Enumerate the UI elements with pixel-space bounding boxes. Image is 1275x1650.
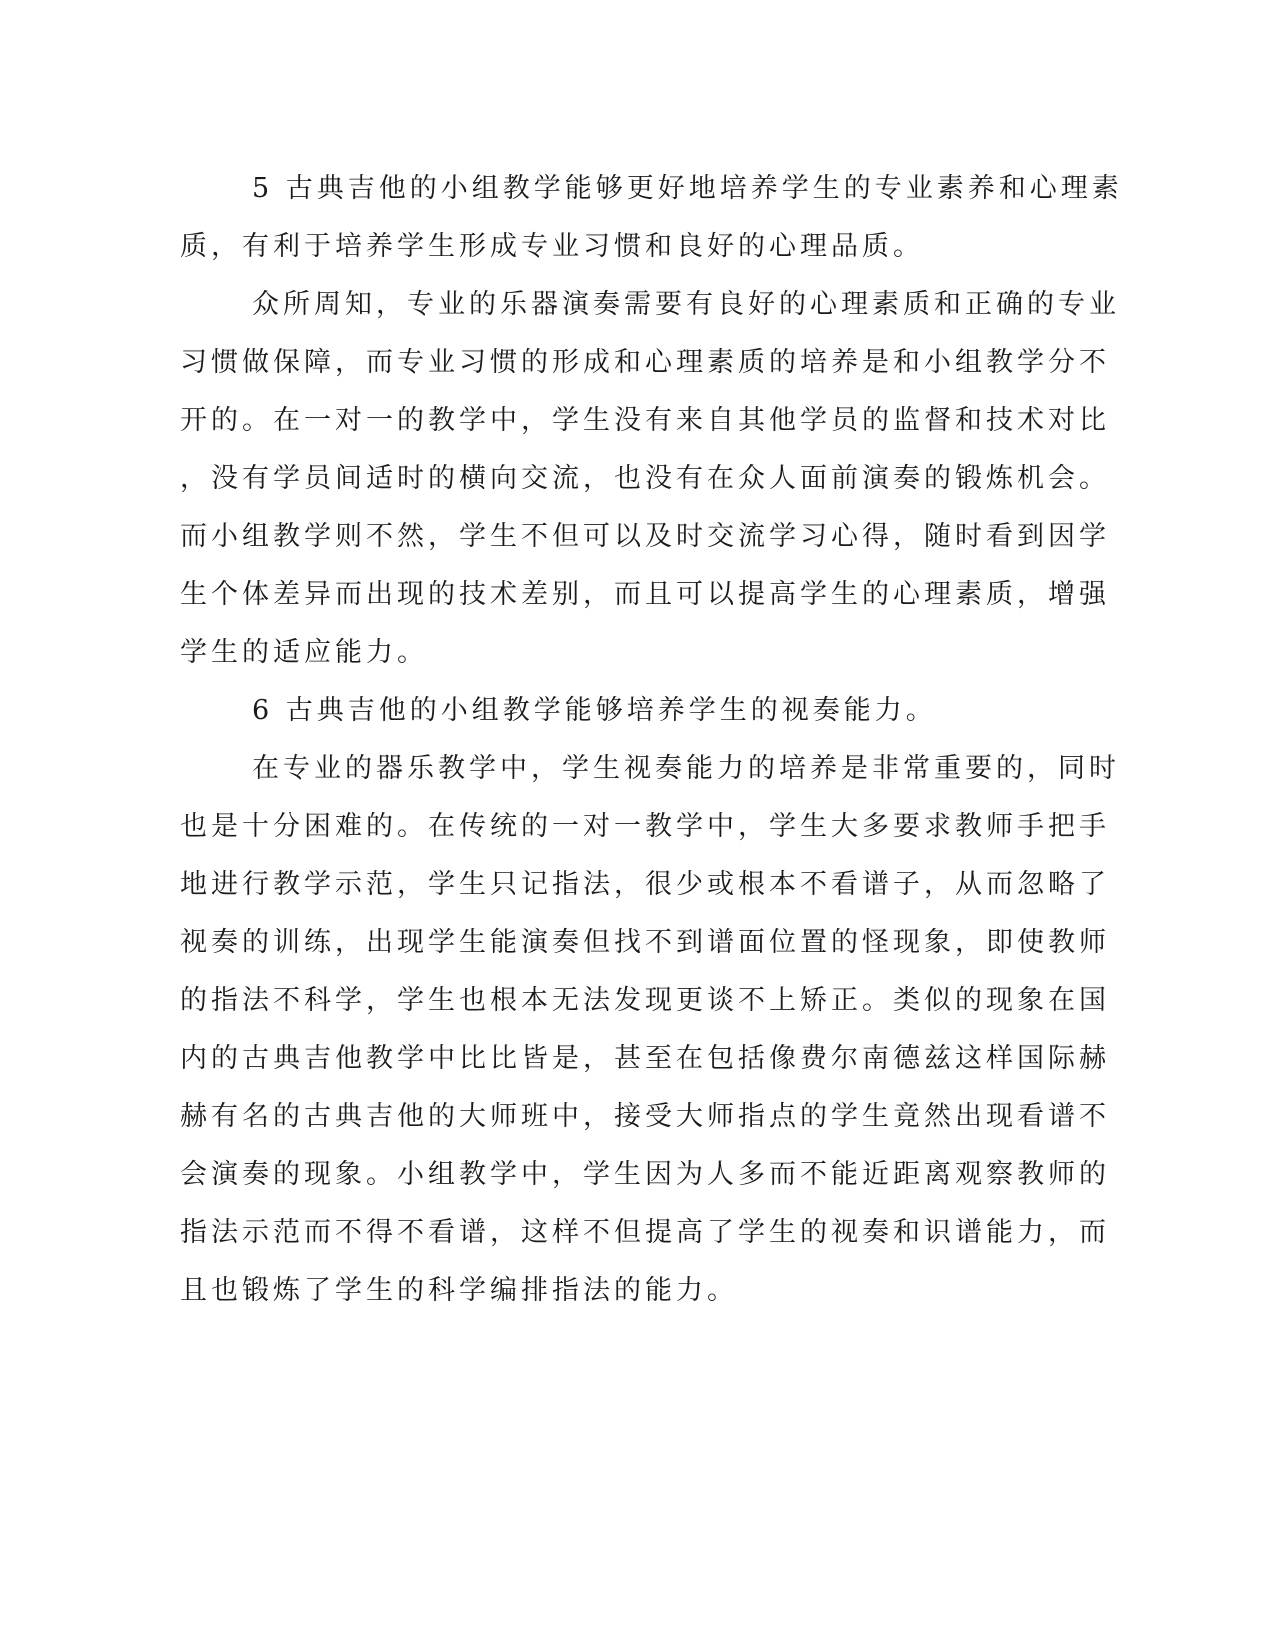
paragraph-5-body-line-2: 习惯做保障，而专业习惯的形成和心理素质的培养是和小组教学分不 xyxy=(180,347,1110,378)
paragraph-6-body-line-4: 视奏的训练，出现学生能演奏但找不到谱面位置的怪现象，即使教师 xyxy=(180,927,1110,958)
paragraph-5-body-line-5: 而小组教学则不然，学生不但可以及时交流学习心得，随时看到因学 xyxy=(180,521,1110,552)
paragraph-5-heading-line-1: 5 古典吉他的小组教学能够更好地培养学生的专业素养和心理素 xyxy=(252,173,1123,204)
paragraph-6-body-line-7: 赫有名的古典吉他的大师班中，接受大师指点的学生竟然出现看谱不 xyxy=(180,1101,1110,1132)
paragraph-5-body-line-7: 学生的适应能力。 xyxy=(180,637,428,668)
paragraph-6-body-line-1: 在专业的器乐教学中，学生视奏能力的培养是非常重要的，同时 xyxy=(252,753,1120,784)
paragraph-5-heading-line-2: 质，有利于培养学生形成专业习惯和良好的心理品质。 xyxy=(180,231,924,262)
paragraph-5-body-line-3: 开的。在一对一的教学中，学生没有来自其他学员的监督和技术对比 xyxy=(180,405,1110,436)
paragraph-6-body-line-10: 且也锻炼了学生的科学编排指法的能力。 xyxy=(180,1275,738,1306)
paragraph-5-body-line-4: ，没有学员间适时的横向交流，也没有在众人面前演奏的锻炼机会。 xyxy=(180,463,1110,494)
paragraph-6-body-line-6: 内的古典吉他教学中比比皆是，甚至在包括像费尔南德兹这样国际赫 xyxy=(180,1043,1110,1074)
paragraph-6-body-line-5: 的指法不科学，学生也根本无法发现更谈不上矫正。类似的现象在国 xyxy=(180,985,1110,1016)
document-body xyxy=(180,160,1123,1320)
paragraph-5-body-line-6: 生个体差异而出现的技术差别，而且可以提高学生的心理素质，增强 xyxy=(180,579,1110,610)
paragraph-6-body-line-3: 地进行教学示范，学生只记指法，很少或根本不看谱子，从而忽略了 xyxy=(180,869,1110,900)
paragraph-6-body-line-2: 也是十分困难的。在传统的一对一教学中，学生大多要求教师手把手 xyxy=(180,811,1110,842)
paragraph-5-body-line-1: 众所周知，专业的乐器演奏需要有良好的心理素质和正确的专业 xyxy=(252,289,1120,320)
paragraph-6-body-line-9: 指法示范而不得不看谱，这样不但提高了学生的视奏和识谱能力，而 xyxy=(180,1217,1110,1248)
paragraph-6-body-line-8: 会演奏的现象。小组教学中，学生因为人多而不能近距离观察教师的 xyxy=(180,1159,1110,1190)
paragraph-6-heading-line-1: 6 古典吉他的小组教学能够培养学生的视奏能力。 xyxy=(252,695,937,726)
